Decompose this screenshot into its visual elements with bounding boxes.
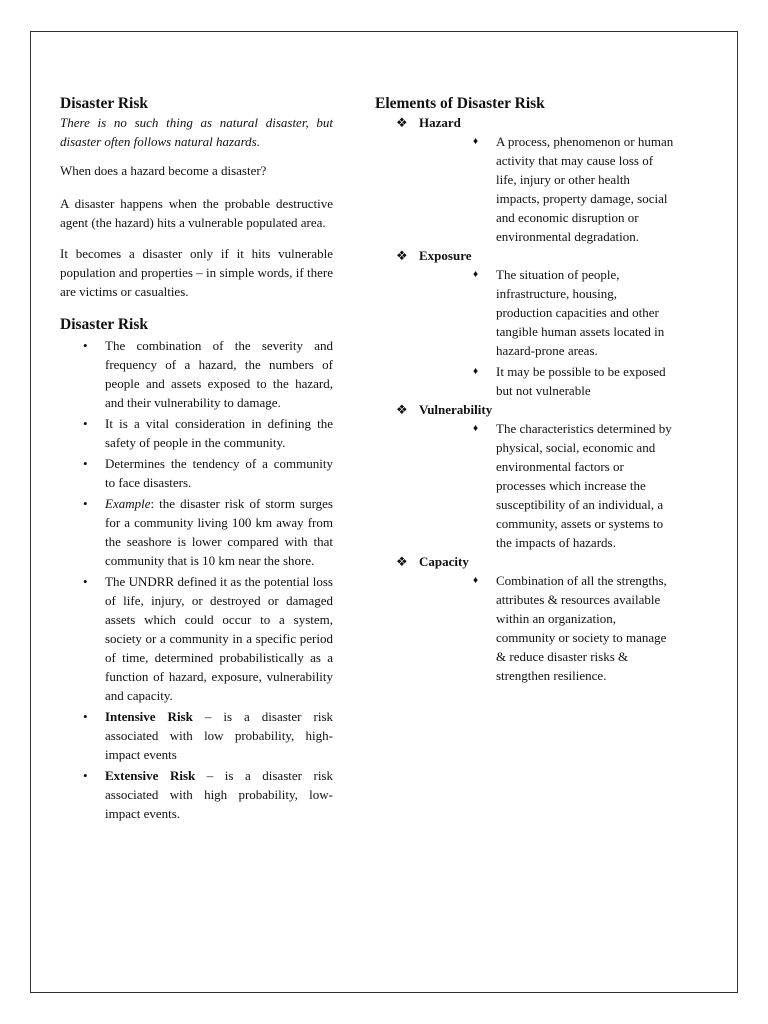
list-item: • The UNDRR defined it as the potential loss of life, injury, or destroyed or damaged assets which could occur to a system, society or a community in a specific period of time, determined probabilistically as a function of hazard, exposure, vulnerability and capacity. — [83, 574, 333, 703]
vulnerability-label: Vulnerability — [419, 402, 493, 417]
list-item: • Example: the disaster risk of storm surges for a community living 100 km away from the seashore is lower compared with that community that is 10 km near the shore. — [83, 496, 333, 568]
list-item: • The combination of the severity and frequency of a hazard, the numbers of people and assets exposed to the hazard, and their vulnerability to damage. — [83, 338, 333, 410]
hazard-label: Hazard — [419, 115, 461, 130]
element-hazard — [375, 113, 675, 246]
exposure-label: Exposure — [419, 248, 472, 263]
extensive-risk-label: Extensive Risk — [105, 768, 196, 783]
star-bullet-icon: ❖ — [396, 402, 408, 417]
list-item: • Intensive Risk – is a disaster risk associated with low probability, high-impact events — [83, 709, 333, 762]
list-item: ♦ The characteristics determined by physical, social, economic and environmental factors or processes which increase the susceptibility of an individual, a community, assets or systems to the impacts of hazards. — [473, 421, 672, 550]
list-item: ♦ A process, phenomenon or human activity that may cause loss of life, injury or other health impacts, property damage, social and economic disruption or environmental degradation. — [473, 134, 674, 244]
intensive-risk-label: Intensive Risk — [105, 709, 193, 724]
list-item: • Determines the tendency of a community to face disasters. — [83, 456, 333, 490]
elements-title: Elements of Disaster Risk — [375, 95, 545, 112]
diamond-bullet-icon: ♦ — [473, 423, 479, 434]
star-bullet-icon: ❖ — [396, 554, 408, 569]
section-title: Disaster Risk — [60, 95, 148, 112]
bullet-icon: • — [83, 416, 88, 431]
bullet-icon: • — [83, 496, 88, 511]
bullet-icon: • — [83, 574, 88, 589]
diamond-bullet-icon: ♦ — [473, 136, 479, 147]
element-vulnerability — [375, 400, 675, 552]
diamond-bullet-icon: ♦ — [473, 269, 479, 280]
paragraph-2: It becomes a disaster only if it hits vulnerable population and properties – in simple words, if there are victims or casualties. — [60, 246, 333, 299]
subsection-title: Disaster Risk — [60, 316, 148, 333]
example-label: Example — [105, 496, 151, 511]
left-column — [60, 94, 333, 825]
list-item: • Extensive Risk – is a disaster risk associated with high probability, low-impact events. — [83, 768, 333, 821]
star-bullet-icon: ❖ — [396, 248, 408, 263]
star-bullet-icon: ❖ — [396, 115, 408, 130]
bullet-icon: • — [83, 768, 88, 783]
intro-quote: There is no such thing as natural disaster, but disaster often follows natural hazards. — [60, 115, 333, 149]
bullet-icon: • — [83, 709, 88, 724]
list-item: ♦ The situation of people, infrastructure, housing, production capacities and other tangible human assets located in hazard-prone areas. — [473, 267, 665, 358]
question-text: When does a hazard become a disaster? — [60, 163, 267, 178]
element-exposure — [375, 246, 675, 400]
diamond-bullet-icon: ♦ — [473, 366, 479, 377]
list-item: ♦ It may be possible to be exposed but not vulnerable — [473, 364, 666, 398]
right-column — [375, 94, 675, 685]
bullet-icon: • — [83, 456, 88, 471]
paragraph-1: A disaster happens when the probable destructive agent (the hazard) hits a vulnerable populated area. — [60, 196, 333, 230]
element-capacity — [375, 552, 675, 685]
risk-bullet-list — [60, 336, 333, 823]
diamond-bullet-icon: ♦ — [473, 575, 479, 586]
list-item: • It is a vital consideration in defining the safety of people in the community. — [83, 416, 333, 450]
list-item: ♦ Combination of all the strengths, attributes & resources available within an organization, community or society to manage & reduce disaster risks & strengthen resilience. — [473, 573, 667, 683]
capacity-label: Capacity — [419, 554, 469, 569]
bullet-icon: • — [83, 338, 88, 353]
